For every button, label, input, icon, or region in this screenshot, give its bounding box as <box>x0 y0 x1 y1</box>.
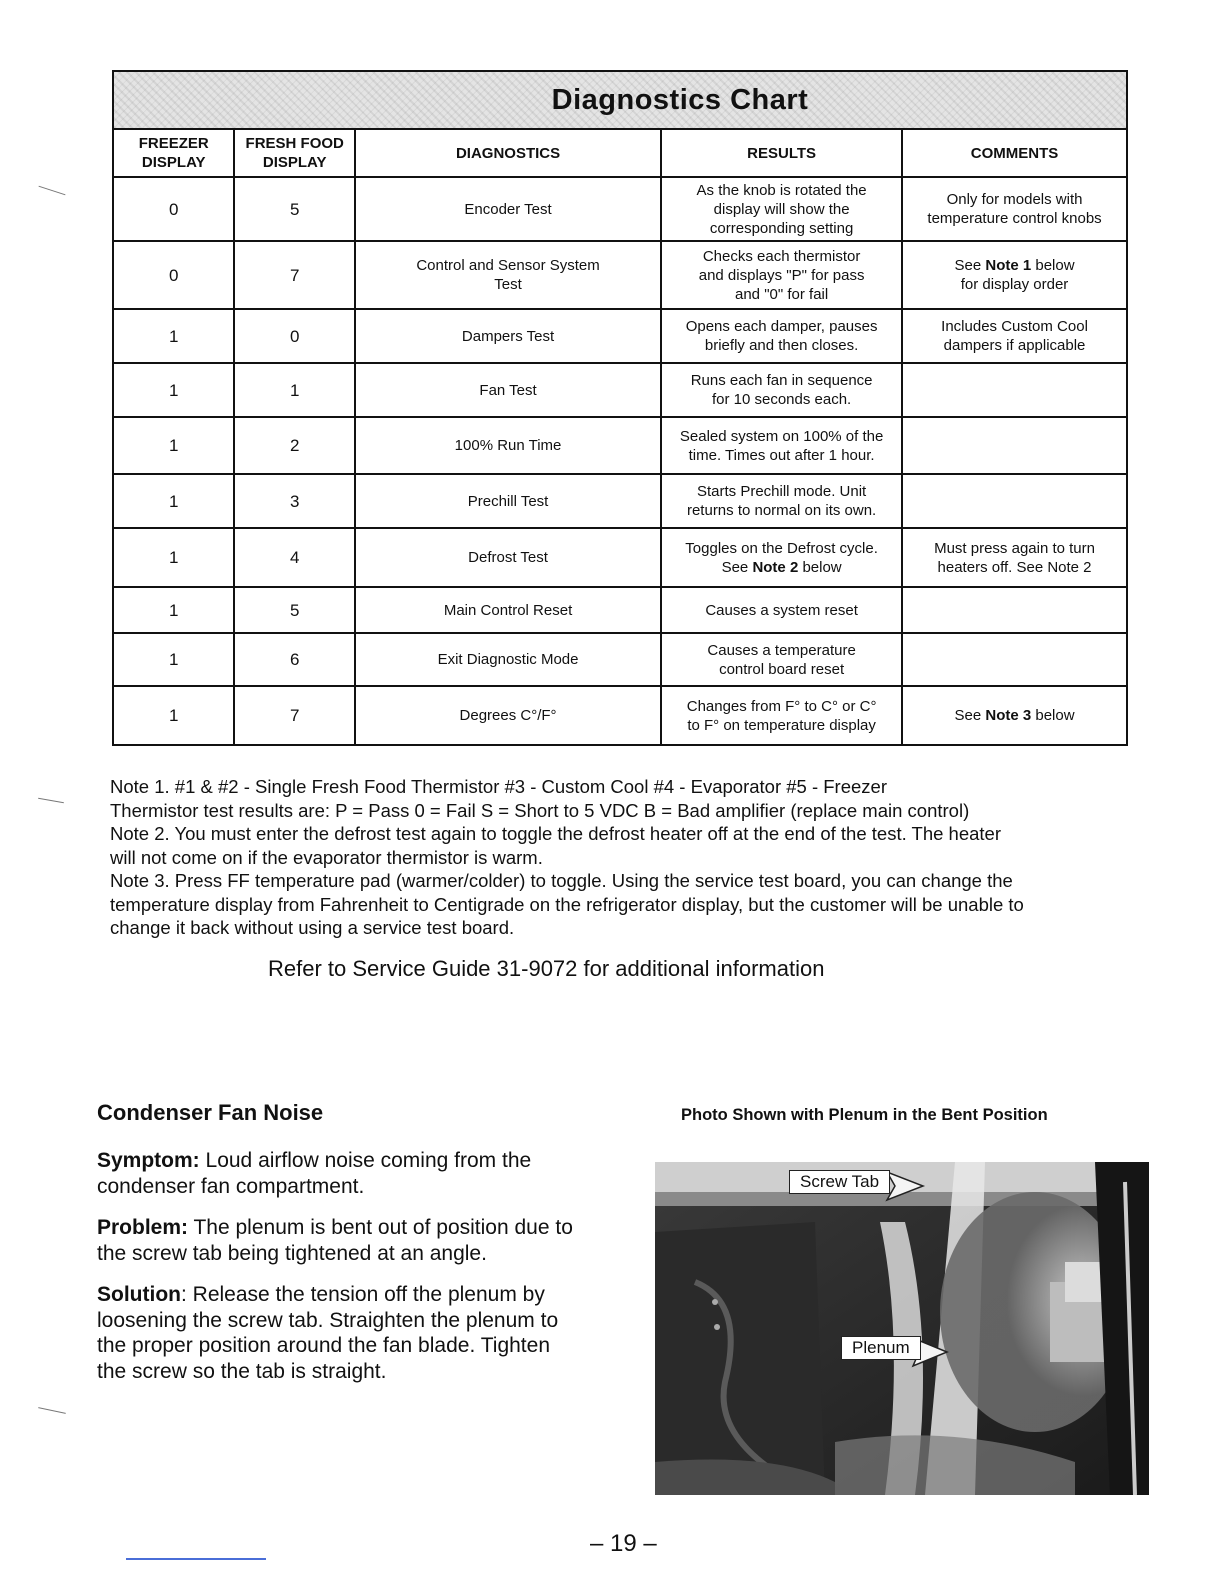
table-row <box>114 309 1126 363</box>
cell-fresh-food-display: 2 <box>234 417 354 474</box>
cell-text-line: temperature control knobs <box>927 210 1102 227</box>
note-line: Note 2. You must enter the defrost test again to toggle the defrost heater off at the end of the test. The heater <box>110 823 1001 844</box>
cell-results <box>661 417 902 474</box>
cell-fresh-food-display: 4 <box>234 528 354 587</box>
cell-freezer-display: 1 <box>114 587 234 633</box>
diagnostics-table-body <box>114 177 1126 744</box>
table-row <box>114 587 1126 633</box>
cell-diagnostic <box>355 686 661 744</box>
cell-comments <box>902 474 1126 528</box>
cell-text-line: briefly and then closes. <box>704 337 859 354</box>
cell-results <box>661 241 902 309</box>
cell-text-line: Changes from F° to C° or C° <box>686 697 877 715</box>
cell-text-line: Prechill Test <box>467 492 549 510</box>
margin-mark <box>38 798 64 803</box>
cell-freezer-display: 1 <box>114 528 234 587</box>
cell-comments <box>902 241 1126 309</box>
cell-freezer-display: 1 <box>114 363 234 417</box>
cell-text-line: Causes a temperature <box>707 641 856 659</box>
table-row <box>114 177 1126 241</box>
cell-diagnostic <box>355 309 661 363</box>
diagnostics-table <box>114 130 1126 744</box>
screw-tab-label: Screw Tab <box>789 1170 890 1194</box>
cell-fresh-food-display: 5 <box>234 587 354 633</box>
cell-text-line: 100% Run Time <box>454 437 562 454</box>
cell-text-line: Runs each fan in sequence <box>690 372 873 389</box>
note-line: Note 1. #1 & #2 - Single Fresh Food Thermistor #3 - Custom Cool #4 - Evaporator #5 - Freezer <box>110 776 887 797</box>
cell-freezer-display: 1 <box>114 309 234 363</box>
cell-freezer-display: 0 <box>114 177 234 241</box>
margin-mark <box>38 1407 66 1414</box>
cell-text-line: Includes Custom Cool <box>941 318 1088 335</box>
cell-text-line: dampers if applicable <box>943 337 1086 354</box>
cell-text-line: for 10 seconds each. <box>711 391 852 408</box>
cell-fresh-food-display: 1 <box>234 363 354 417</box>
cell-comments <box>902 177 1126 241</box>
symptom-paragraph: Symptom: Loud airflow noise coming from the condenser fan compartment. <box>97 1149 532 1198</box>
cell-diagnostic <box>355 417 661 474</box>
cell-fresh-food-display: 0 <box>234 309 354 363</box>
table-row <box>114 474 1126 528</box>
cell-text-line: Starts Prechill mode. Unit <box>696 483 867 500</box>
cell-text-line: control board reset <box>719 660 845 678</box>
cell-text-line: and displays "P" for pass <box>698 266 865 284</box>
cell-text-line: Sealed system on 100% of the <box>679 427 884 445</box>
header-freezer-display: FREEZER DISPLAY <box>114 130 234 177</box>
cell-text-line: heaters off. See Note 2 <box>937 558 1092 576</box>
cell-freezer-display: 1 <box>114 633 234 686</box>
diagnostics-chart <box>112 70 1128 746</box>
cell-text-line: Control and Sensor System <box>416 257 600 274</box>
cell-text-line: Exit Diagnostic Mode <box>437 651 579 668</box>
solution-label: Solution <box>97 1283 181 1306</box>
plenum-label: Plenum <box>841 1336 921 1360</box>
cell-text-line: for display order <box>960 276 1069 293</box>
chart-title-bar <box>114 72 1126 130</box>
cell-text-line: Must press again to turn <box>934 539 1095 557</box>
cell-fresh-food-display: 7 <box>234 241 354 309</box>
cell-text-line: time. Times out after 1 hour. <box>688 446 875 464</box>
table-header-row <box>114 130 1126 177</box>
cell-text-line: Dampers Test <box>461 327 555 345</box>
cell-diagnostic <box>355 363 661 417</box>
cell-comments <box>902 587 1126 633</box>
cell-diagnostic <box>355 241 661 309</box>
notes-block <box>110 775 1120 940</box>
cell-text-line: See Note 2 below <box>721 558 842 576</box>
cell-comments <box>902 309 1126 363</box>
cell-results <box>661 177 902 241</box>
note-line: Note 3. Press FF temperature pad (warmer/colder) to toggle. Using the service test board, you can change the <box>110 870 1013 891</box>
note-line: temperature display from Fahrenheit to Centigrade on the refrigerator display, but the customer will be unable to <box>110 893 1024 915</box>
note-line: change it back without using a service test board. <box>110 917 515 938</box>
cell-text-line: to F° on temperature display <box>687 716 876 734</box>
cell-results <box>661 363 902 417</box>
cell-freezer-display: 1 <box>114 417 234 474</box>
cell-results <box>661 686 902 744</box>
symptom-label: Symptom: <box>97 1149 200 1172</box>
cell-freezer-display: 0 <box>114 241 234 309</box>
cell-results <box>661 474 902 528</box>
cell-fresh-food-display: 6 <box>234 633 354 686</box>
plenum-photo-image <box>655 1162 1149 1495</box>
chart-title: Diagnostics Chart <box>551 83 809 116</box>
table-row <box>114 686 1126 744</box>
problem-label: Problem: <box>97 1216 189 1239</box>
cell-comments <box>902 417 1126 474</box>
note-line: Thermistor test results are: P = Pass 0 = Fail S = Short to 5 VDC B = Bad amplifier (replace main control) <box>110 799 970 821</box>
cell-text-line: As the knob is rotated the <box>696 181 867 199</box>
table-row <box>114 633 1126 686</box>
cell-diagnostic <box>355 633 661 686</box>
header-diagnostics: DIAGNOSTICS <box>355 130 661 177</box>
cell-text-line: Test <box>494 276 522 293</box>
cell-text-line: Degrees C°/F° <box>459 707 557 724</box>
plenum-photo <box>655 1162 1149 1495</box>
cell-diagnostic <box>355 474 661 528</box>
cell-freezer-display: 1 <box>114 686 234 744</box>
cell-diagnostic <box>355 177 661 241</box>
header-fresh-food-display: FRESH FOOD DISPLAY <box>234 130 354 177</box>
problem-paragraph: Problem: The plenum is bent out of position due to the screw tab being tightened at an angle. <box>97 1216 573 1265</box>
cell-freezer-display: 1 <box>114 474 234 528</box>
cell-diagnostic <box>355 528 661 587</box>
cell-text-line: display will show the <box>713 200 850 218</box>
cell-text-line: Causes a system reset <box>705 601 858 619</box>
footer-rule <box>126 1558 266 1560</box>
solution-paragraph: Solution: Release the tension off the plenum by loosening the screw tab. Straighten the plenum to the proper position around the fan blade. Tighten the screw so the tab is straight. <box>97 1283 559 1383</box>
cell-fresh-food-display: 3 <box>234 474 354 528</box>
cell-comments <box>902 528 1126 587</box>
cell-text-line: Toggles on the Defrost cycle. <box>685 539 878 557</box>
table-row <box>114 241 1126 309</box>
service-guide-reference: Refer to Service Guide 31-9072 for additional information <box>268 956 825 981</box>
cell-text-line: Defrost Test <box>468 549 548 566</box>
section-title-condenser-fan-noise: Condenser Fan Noise <box>97 1100 324 1125</box>
cell-fresh-food-display: 7 <box>234 686 354 744</box>
cell-text-line: and "0" for fail <box>735 285 829 303</box>
cell-text-line: corresponding setting <box>709 219 854 237</box>
table-row <box>114 417 1126 474</box>
cell-comments <box>902 363 1126 417</box>
cell-text-line: returns to normal on its own. <box>686 502 877 519</box>
photo-caption: Photo Shown with Plenum in the Bent Position <box>681 1106 1048 1124</box>
cell-results <box>661 587 902 633</box>
cell-results <box>661 309 902 363</box>
cell-text-line: Only for models with <box>946 191 1083 208</box>
cell-text-line: Main Control Reset <box>443 601 573 619</box>
cell-text-line: See Note 3 below <box>954 707 1075 724</box>
cell-results <box>661 528 902 587</box>
cell-diagnostic <box>355 587 661 633</box>
margin-mark <box>39 186 66 196</box>
page-number: – 19 – <box>590 1530 657 1557</box>
table-row <box>114 528 1126 587</box>
cell-text-line: Encoder Test <box>464 200 552 218</box>
cell-text-line: Checks each thermistor <box>702 247 861 265</box>
cell-comments <box>902 686 1126 744</box>
header-comments: COMMENTS <box>902 130 1126 177</box>
cell-text-line: Fan Test <box>479 381 537 399</box>
header-results: RESULTS <box>661 130 902 177</box>
cell-text-line: See Note 1 below <box>954 257 1075 274</box>
table-row <box>114 363 1126 417</box>
note-line: will not come on if the evaporator thermistor is warm. <box>110 846 543 868</box>
cell-results <box>661 633 902 686</box>
cell-comments <box>902 633 1126 686</box>
cell-fresh-food-display: 5 <box>234 177 354 241</box>
cell-text-line: Opens each damper, pauses <box>685 318 878 335</box>
